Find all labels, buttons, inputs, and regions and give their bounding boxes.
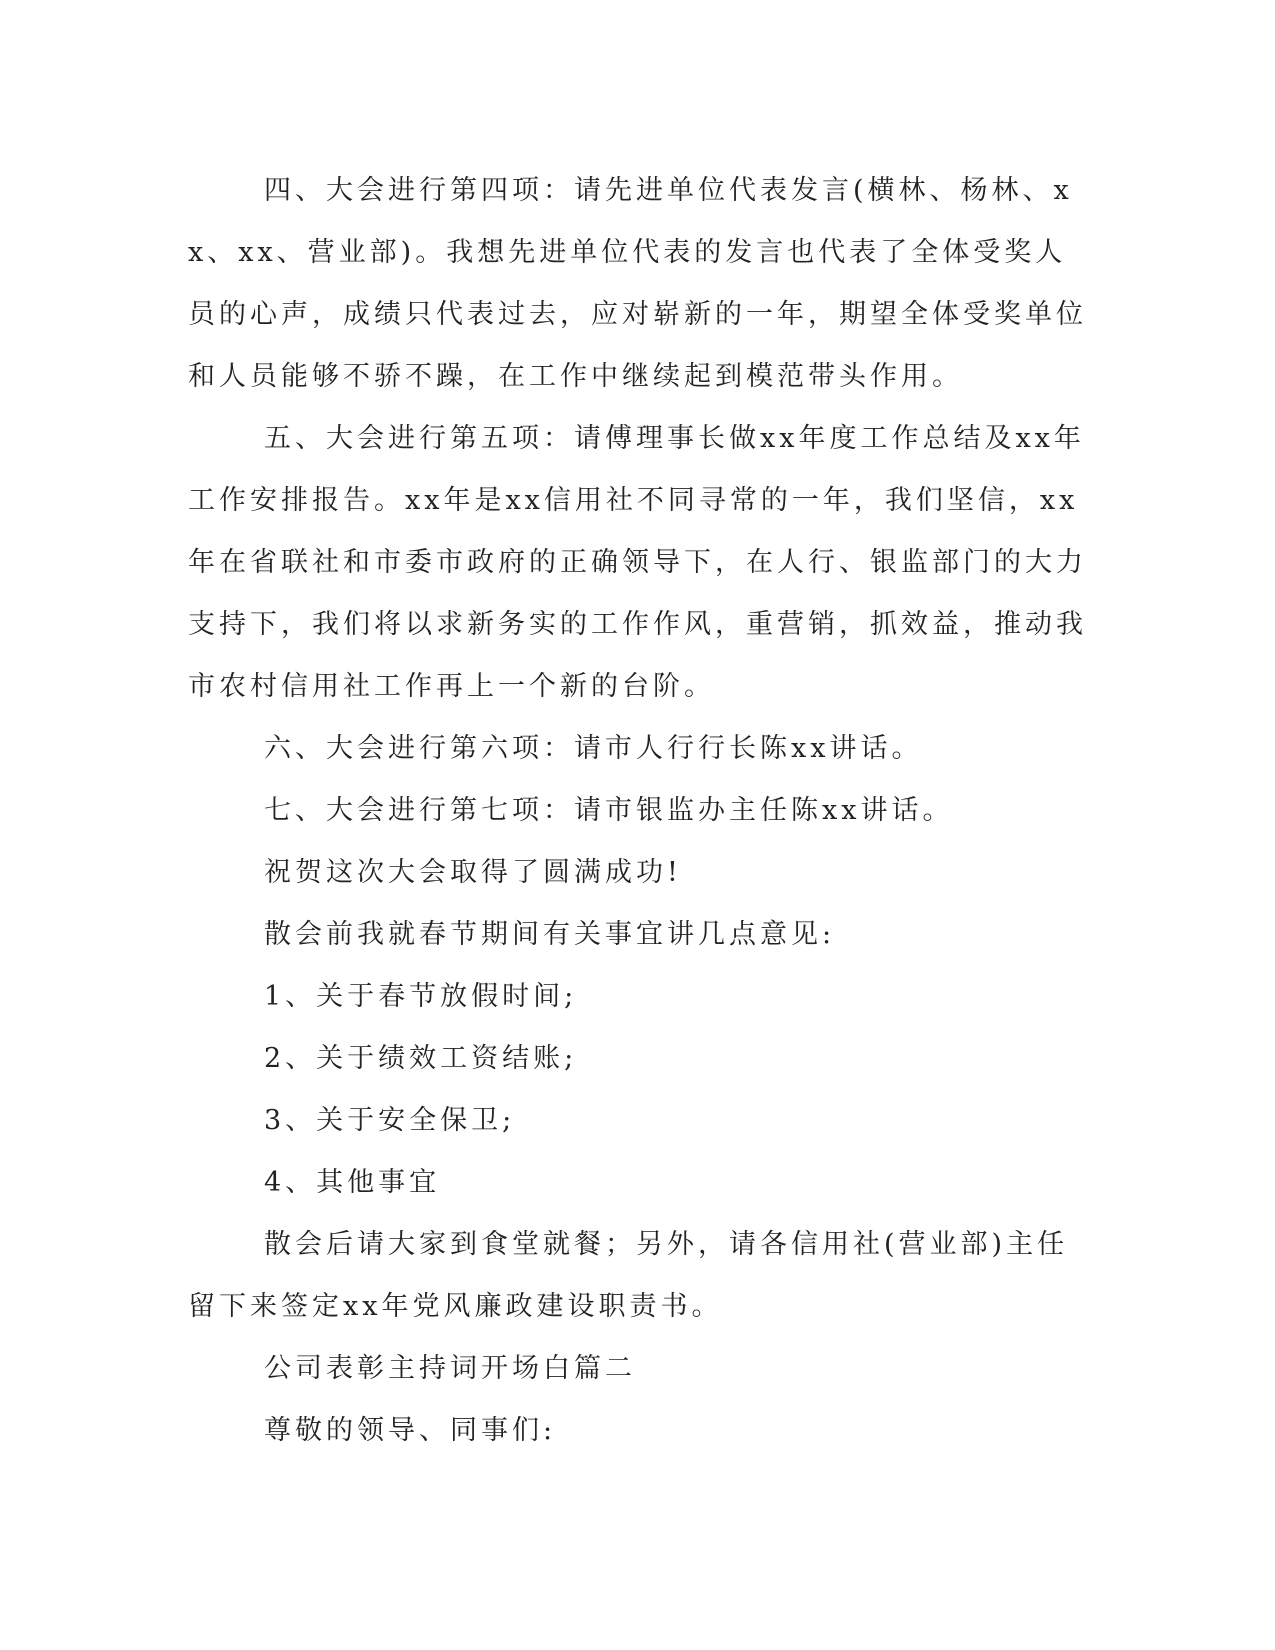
list-item-1: 1、关于春节放假时间;	[264, 981, 578, 1012]
paragraph-item-4: 四、大会进行第四项：请先进单位代表发言(横林、杨林、xx、xx、营业部)。我想先进单位代表的发言也代表了全体受奖人员的心声，成绩只代表过去，应对崭新的一年，期望全体受奖单位和人员能够不骄不躁，在工作中继续起到模范带头作用。	[188, 175, 1087, 392]
paragraph-item-5: 五、大会进行第五项：请傅理事长做xx年度工作总结及xx年工作安排报告。xx年是xx信用社不同寻常的一年，我们坚信，xx年在省联社和市委市政府的正确领导下，在人行、银监部门的大力支持下，我们将以求新务实的工作作风，重营销，抓效益，推动我市农村信用社工作再上一个新的台阶。	[188, 423, 1087, 702]
pre-closing-remarks: 散会前我就春节期间有关事宜讲几点意见:	[264, 919, 836, 950]
list-item-3: 3、关于安全保卫;	[264, 1105, 516, 1136]
congratulation-line: 祝贺这次大会取得了圆满成功!	[264, 857, 682, 888]
list-item-4: 4、其他事宜	[264, 1167, 441, 1198]
document-body	[188, 160, 1088, 1462]
closing-notice: 散会后请大家到食堂就餐；另外，请各信用社(营业部)主任留下来签定xx年党风廉政建设职责书。	[188, 1229, 1069, 1322]
paragraph-item-7: 七、大会进行第七项：请市银监办主任陈xx讲话。	[264, 795, 954, 826]
section-heading: 公司表彰主持词开场白篇二	[264, 1353, 636, 1384]
salutation: 尊敬的领导、同事们:	[264, 1415, 557, 1446]
paragraph-item-6: 六、大会进行第六项：请市人行行长陈xx讲话。	[264, 733, 923, 764]
list-item-2: 2、关于绩效工资结账;	[264, 1043, 578, 1074]
